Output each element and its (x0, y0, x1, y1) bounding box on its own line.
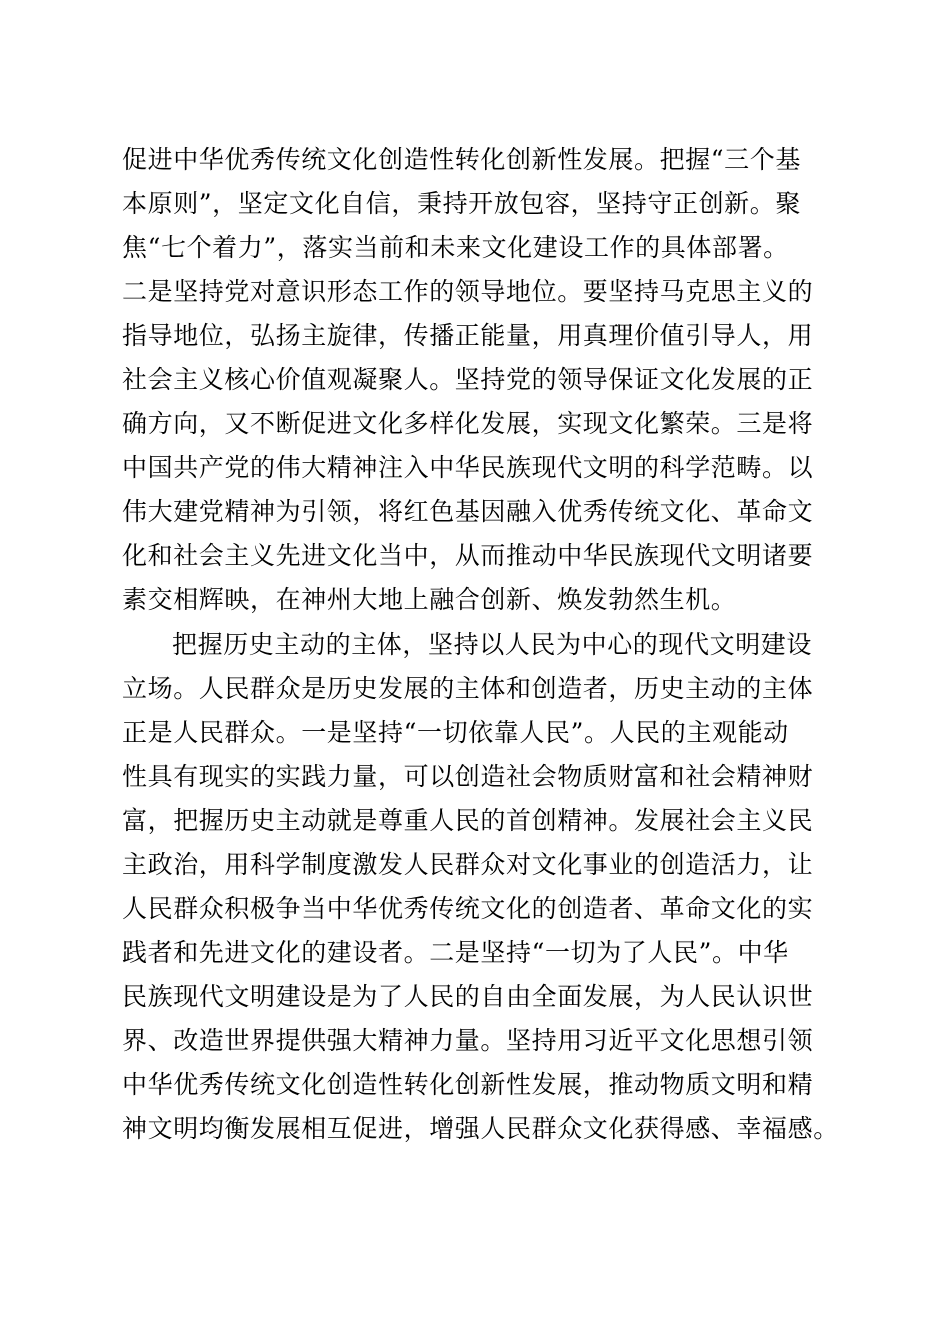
text-line: 主政治，用科学制度激发人民群众对文化事业的创造活力，让 (122, 850, 814, 879)
text-line: 素交相辉映，在神州大地上融合创新、焕发勃然生机。 (122, 585, 737, 614)
text-line: 践者和先进文化的建设者。二是坚持“一切为了人民”。中华 (122, 938, 789, 967)
text-line: 伟大建党精神为引领，将红色基因融入优秀传统文化、革命文 (122, 497, 814, 526)
text-line: 界、改造世界提供强大精神力量。坚持用习近平文化思想引领 (122, 1026, 814, 1055)
text-line: 焦“七个着力”，落实当前和未来文化建设工作的具体部署。 (122, 233, 789, 262)
text-line: 神文明均衡发展相互促进，增强人民群众文化获得感、幸福感。 (122, 1114, 839, 1143)
text-line: 正是人民群众。一是坚持“一切依靠人民”。人民的主观能动 (122, 718, 789, 747)
text-line: 富，把握历史主动就是尊重人民的首创精神。发展社会主义民 (122, 806, 814, 835)
text-line: 确方向，又不断促进文化多样化发展，实现文化繁荣。三是将 (122, 409, 814, 438)
text-line: 二是坚持党对意识形态工作的领导地位。要坚持马克思主义的 (122, 277, 814, 306)
text-line: 中国共产党的伟大精神注入中华民族现代文明的科学范畴。以 (122, 453, 814, 482)
text-line: 人民群众积极争当中华优秀传统文化的创造者、革命文化的实 (122, 894, 814, 923)
paragraph-first-line: 把握历史主动的主体，坚持以人民为中心的现代文明建设 (172, 630, 813, 659)
text-line: 社会主义核心价值观凝聚人。坚持党的领导保证文化发展的正 (122, 365, 814, 394)
text-line: 促进中华优秀传统文化创造性转化创新性发展。把握“三个基 (122, 145, 801, 174)
text-line: 中华优秀传统文化创造性转化创新性发展，推动物质文明和精 (122, 1070, 814, 1099)
text-line: 指导地位，弘扬主旋律，传播正能量，用真理价值引导人，用 (122, 321, 814, 350)
text-line: 立场。人民群众是历史发展的主体和创造者，历史主动的主体 (122, 674, 814, 703)
text-line: 性具有现实的实践力量，可以创造社会物质财富和社会精神财 (122, 762, 814, 791)
text-line: 化和社会主义先进文化当中，从而推动中华民族现代文明诸要 (122, 541, 814, 570)
text-line: 民族现代文明建设是为了人民的自由全面发展，为人民认识世 (122, 982, 814, 1011)
text-line: 本原则”，坚定文化自信，秉持开放包容，坚持守正创新。聚 (122, 189, 801, 218)
